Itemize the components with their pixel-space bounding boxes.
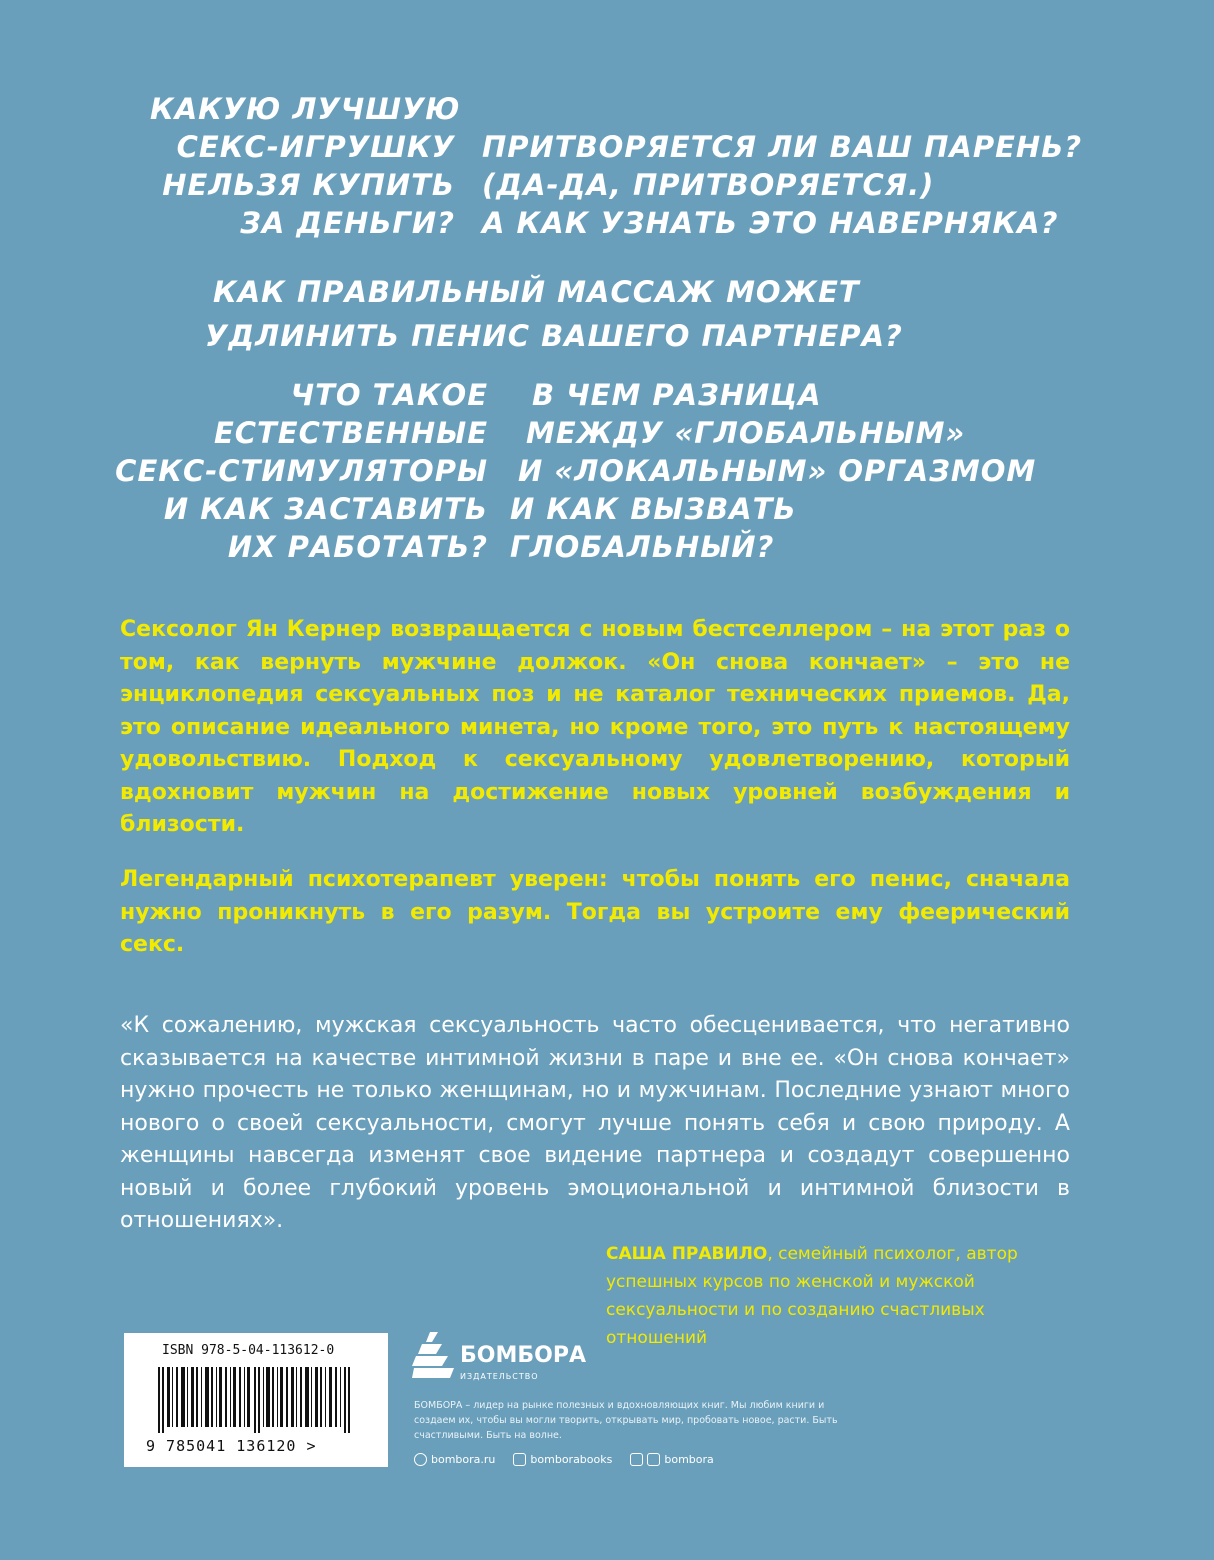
question-line: ПРИТВОРЯЕТСЯ ЛИ ВАШ ПАРЕНЬ? [482, 130, 1083, 164]
question-orgasm [510, 376, 1036, 566]
question-line: НЕЛЬЗЯ КУПИТЬ [162, 168, 455, 202]
quote-text: «К сожалению, мужская сексуальность часто обесценивается, что негативно сказывается на качестве интимной жизни в паре и вне ее. «Он снова кончает» нужно прочесть не только женщинам, но и мужчинам. Последние узнают много нового о своей сексуальности, смогут лучше понять себя и свою природу. А женщины навсегда изменят свое видение партнера и создадут совершенно новый и более глубокий уровень эмоциональной и интимной близости в отношениях». [120, 1013, 1070, 1233]
question-line: А КАК УЗНАТЬ ЭТО НАВЕРНЯКА? [482, 206, 1059, 240]
social-label: bombora [664, 1453, 714, 1466]
question-line: СЕКС-СТИМУЛЯТОРЫ [115, 454, 488, 488]
question-stimulators [100, 376, 488, 566]
bombora-logo-icon [412, 1330, 456, 1382]
vk-icon [630, 1453, 643, 1466]
question-line: И «ЛОКАЛЬНЫМ» ОРГАЗМОМ [518, 454, 1037, 488]
barcode-bars [158, 1367, 358, 1433]
social-link-site[interactable] [414, 1453, 495, 1466]
question-line: МЕЖДУ «ГЛОБАЛЬНЫМ» [526, 416, 966, 450]
question-line: ЗА ДЕНЬГИ? [240, 206, 455, 240]
question-best-toy [150, 90, 461, 242]
isbn-label: ISBN 978-5-04-113612-0 [162, 1343, 335, 1358]
social-label: bomborabooks [530, 1453, 613, 1466]
question-line: ЕСТЕСТВЕННЫЕ [213, 416, 488, 450]
description-paragraph-1: Сексолог Ян Кернер возвращается с новым бестселлером – на этот раз о том, как вернуть мужчине должок. «Он снова кончает» – это не энциклопедия сексуальных поз и не каталог технических приемов. Да, это описание идеального минета, но кроме того, это путь к настоящему удовольствию. Подход к сексуальному удовлетворению, который вдохновит мужчин на достижение новых уровней возбуждения и близости. [120, 617, 1070, 837]
quote-attribution [606, 1240, 1076, 1352]
question-line: И КАК ВЫЗВАТЬ [510, 492, 797, 526]
question-massage [205, 270, 903, 358]
barcode-number: 9 785041 136120 > [146, 1437, 317, 1455]
question-line: УДЛИНИТЬ ПЕНИС ВАШЕГО ПАРТНЕРА? [205, 319, 903, 353]
publisher-name: БОМБОРА [460, 1343, 586, 1368]
question-line: КАК ПРАВИЛЬНЫЙ МАССАЖ МОЖЕТ [213, 275, 860, 309]
question-line: ГЛОБАЛЬНЫЙ? [510, 530, 775, 564]
video-icon [513, 1453, 526, 1466]
question-line: КАКУЮ ЛУЧШУЮ [150, 92, 461, 126]
question-line: ИХ РАБОТАТЬ? [227, 530, 488, 564]
quote-author-description: , семейный психолог, автор успешных курсов по женской и мужской сексуальности и по созданию счастливых отношений [606, 1244, 1018, 1348]
question-line: В ЧЕМ РАЗНИЦА [532, 378, 822, 412]
publisher-subtitle: ИЗДАТЕЛЬСТВО [460, 1372, 539, 1381]
description-paragraph-2: Легендарный психотерапевт уверен: чтобы понять его пенис, сначала нужно проникнуть в его разум. Тогда вы устроите ему феерический секс. [120, 867, 1070, 957]
question-line: И КАК ЗАСТАВИТЬ [163, 492, 488, 526]
telegram-icon [647, 1453, 660, 1466]
social-links [414, 1453, 714, 1466]
question-line: (ДА-ДА, ПРИТВОРЯЕТСЯ.) [482, 168, 935, 202]
barcode [124, 1333, 388, 1467]
question-line: СЕКС-ИГРУШКУ [176, 130, 455, 164]
question-line: ЧТО ТАКОЕ [290, 378, 488, 412]
quote-author: САША ПРАВИЛО [606, 1244, 768, 1264]
social-link-books[interactable] [513, 1453, 612, 1466]
publisher-fine-print: БОМБОРА – лидер на рынке полезных и вдохновляющих книг. Мы любим книги и создаем их, чтобы вы могли творить, открывать мир, пробовать новое, расти. Быть счастливыми. Быть на волне. [414, 1400, 838, 1441]
social-label: bombora.ru [431, 1453, 496, 1466]
question-pretending [482, 128, 1082, 242]
social-link-bombora[interactable] [630, 1453, 713, 1466]
instagram-icon [414, 1453, 427, 1466]
